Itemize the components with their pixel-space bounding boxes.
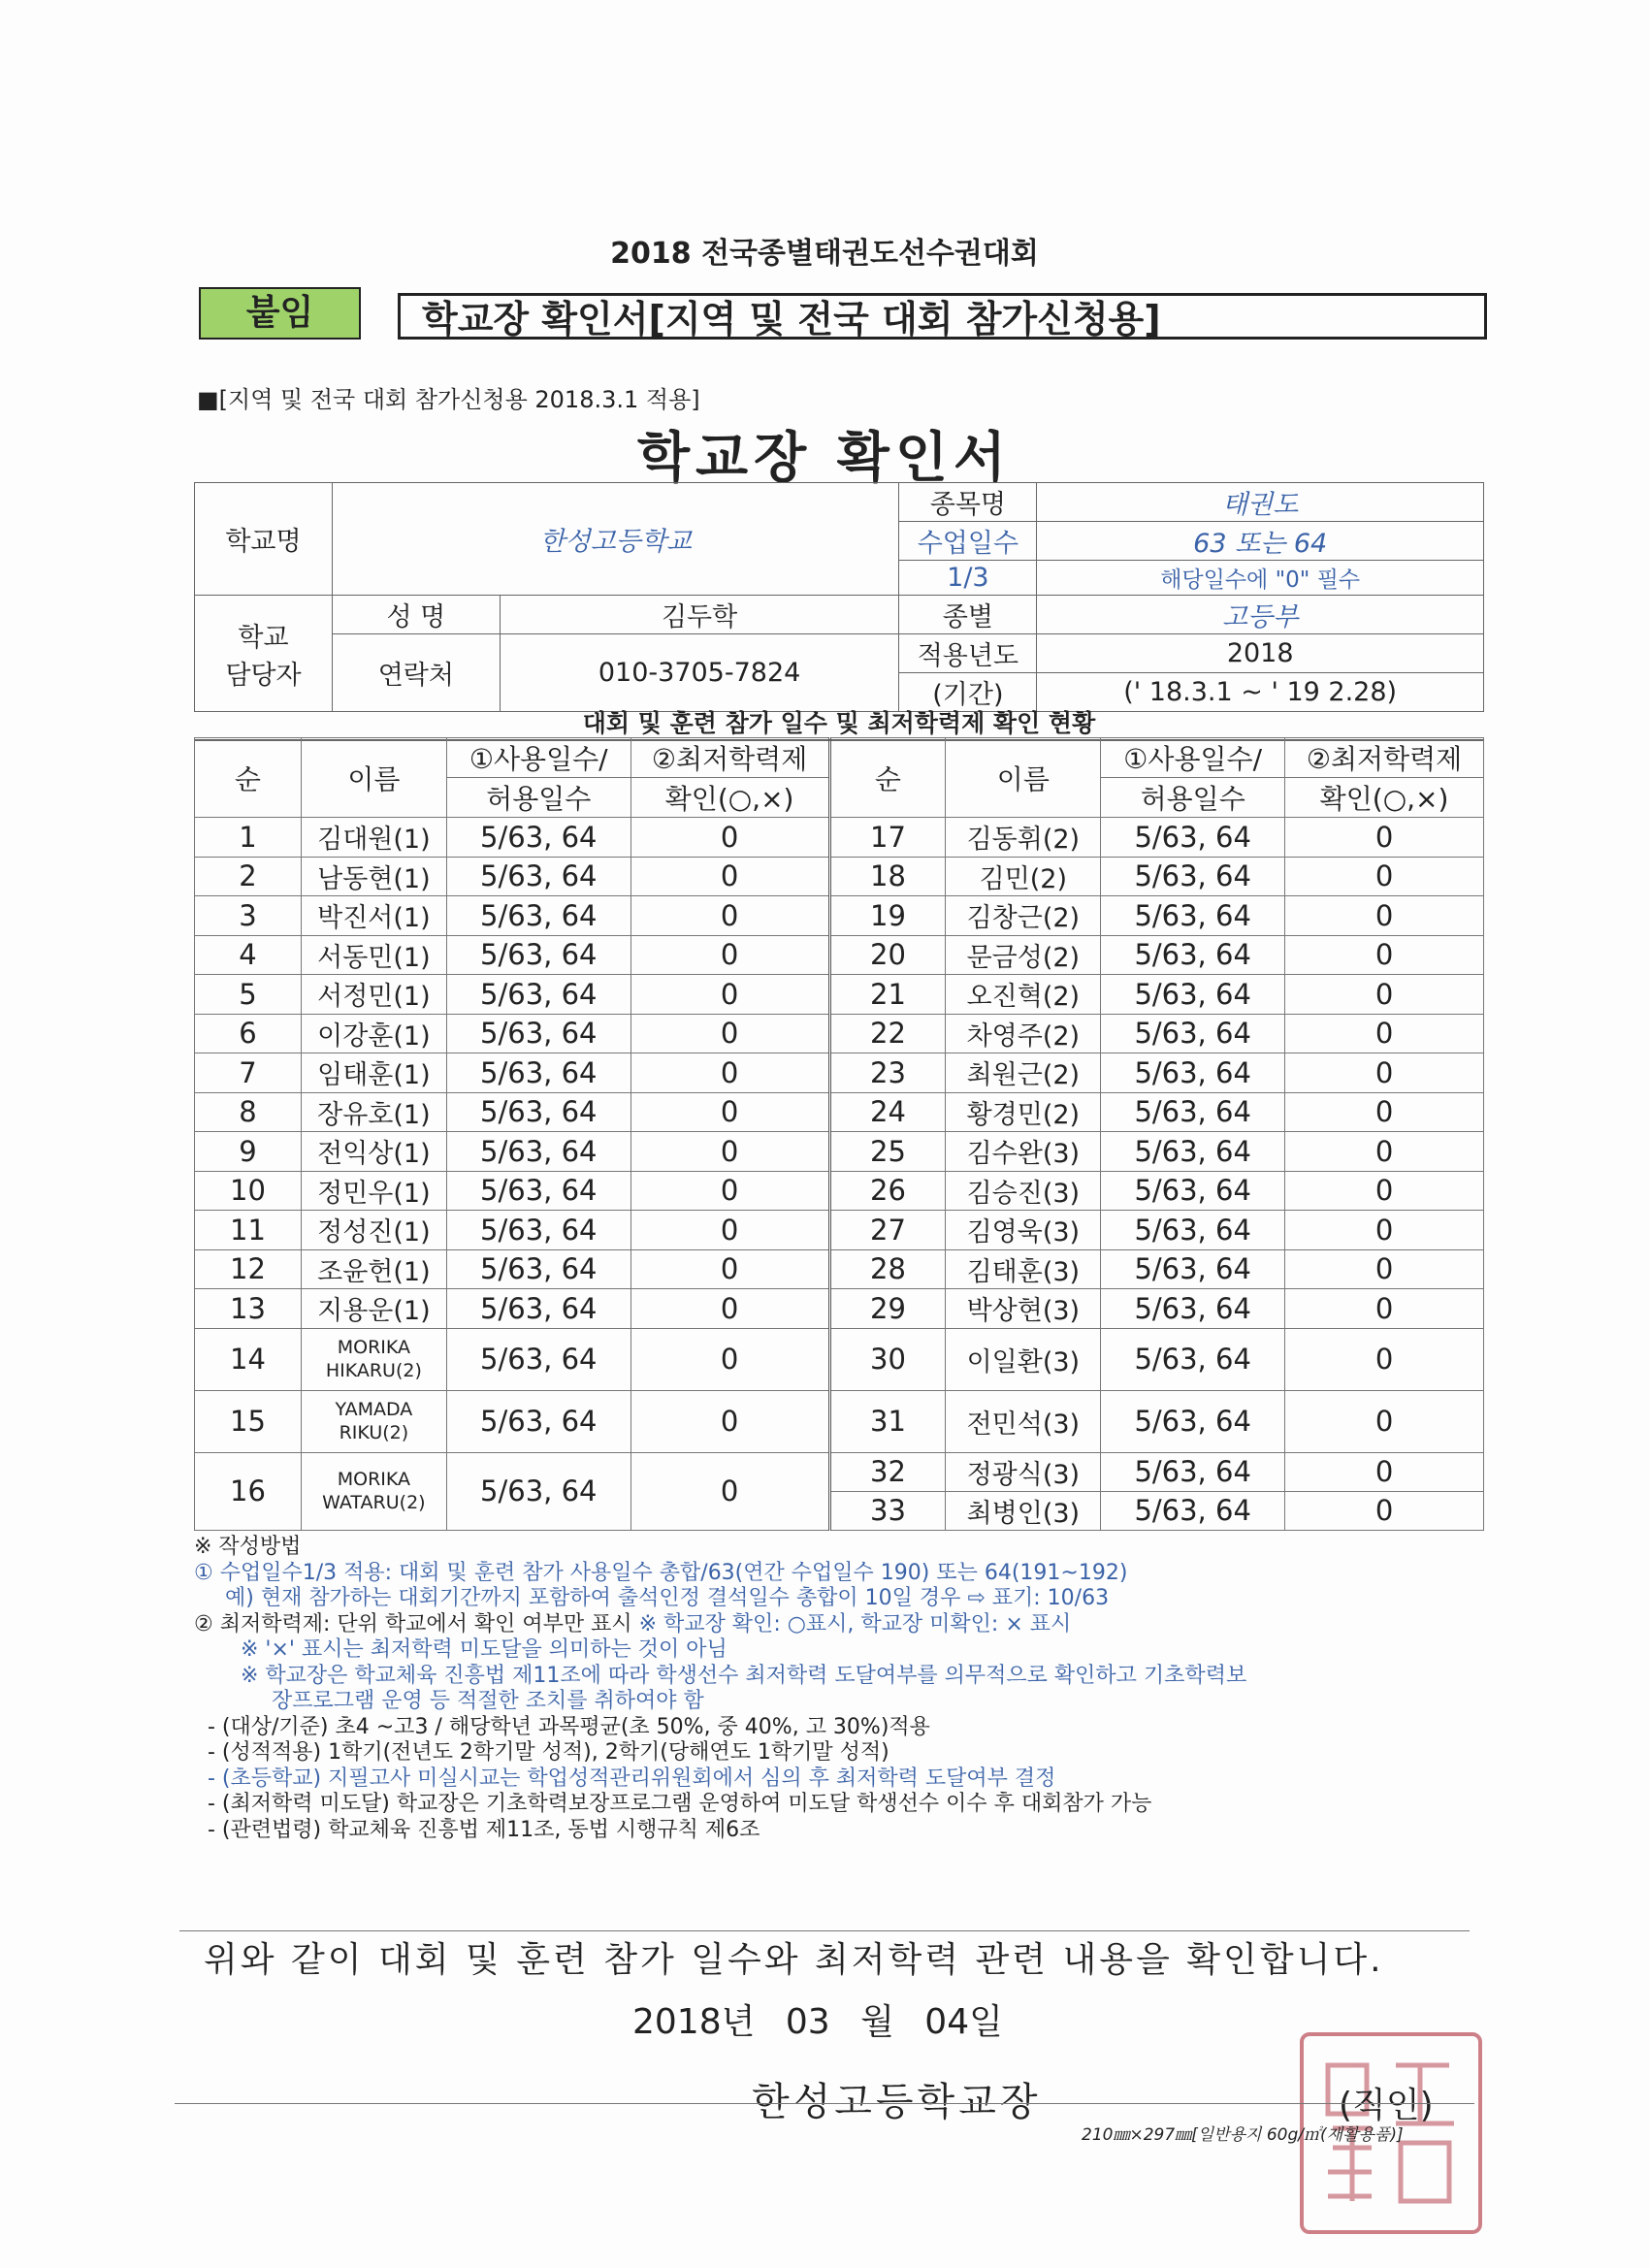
year-label: 적용년도 <box>899 634 1037 673</box>
row-days: 5/63, 64 <box>446 857 630 896</box>
row-name: 차영주(2) <box>946 1014 1101 1053</box>
row-name: 이일환(3) <box>946 1328 1101 1390</box>
table-row <box>195 1452 1484 1491</box>
row-no: 1 <box>195 818 302 858</box>
row-name: 김창근(2) <box>946 896 1101 936</box>
row-min: 0 <box>630 1328 829 1390</box>
row-name: 서정민(1) <box>301 975 446 1015</box>
row-days: 5/63, 64 <box>1101 1328 1285 1390</box>
col-min-right-sub: 확인(○,×) <box>1285 778 1484 818</box>
row-min: 0 <box>1285 818 1484 858</box>
row-min: 0 <box>630 975 829 1015</box>
name-line: YAMADA <box>335 1399 413 1420</box>
period-label: (기간) <box>899 673 1037 712</box>
row-min: 0 <box>630 857 829 896</box>
row-name: 박진서(1) <box>301 896 446 936</box>
table-row <box>195 818 1484 858</box>
row-no: 25 <box>829 1132 946 1172</box>
guide-line: 예) 현재 참가하는 대회기간까지 포함하여 출석인정 결석일수 총합이 10일 경우 ⇨ 표기: 10/63 <box>225 1586 1110 1610</box>
applicability-notice: ■[지역 및 전국 대회 참가신청용 2018.3.1 적용] <box>197 386 700 413</box>
manager-label-line1: 학교 <box>238 622 289 653</box>
guide-line: ※ 학교장은 학교체육 진흥법 제11조에 따라 학생선수 최저학력 도달여부를 의무적으로 확인하고 기초학력보 <box>241 1663 1247 1688</box>
col-days-left-sub: 허용일수 <box>446 778 630 818</box>
row-min: 0 <box>1285 1452 1484 1491</box>
row-days: 5/63, 64 <box>446 935 630 975</box>
row-min: 0 <box>630 1249 829 1289</box>
row-name <box>301 1328 446 1390</box>
manager-label-line2: 담당자 <box>225 660 302 691</box>
row-min: 0 <box>1285 1328 1484 1390</box>
sport-label: 종목명 <box>899 483 1037 522</box>
guide-heading: ※ 작성방법 <box>194 1535 302 1559</box>
table-row <box>195 896 1484 936</box>
row-no: 8 <box>195 1092 302 1132</box>
paper-spec: 210㎜×297㎜[일반용지 60g/㎡(재활용품)] <box>1082 2125 1404 2145</box>
col-min-left-sub: 확인(○,×) <box>630 778 829 818</box>
guide-line <box>194 1612 1494 1638</box>
row-name: 김동휘(2) <box>946 818 1101 858</box>
row-name: 문금성(2) <box>946 935 1101 975</box>
table-row <box>195 1132 1484 1172</box>
row-no: 2 <box>195 857 302 896</box>
row-days: 5/63, 64 <box>446 1132 630 1172</box>
col-days-right: ①사용일수/ <box>1101 738 1285 778</box>
row-min: 0 <box>1285 1491 1484 1530</box>
issue-date: 2018년 03 월 04일 <box>632 2002 1003 2042</box>
row-days: 5/63, 64 <box>1101 1289 1285 1329</box>
row-no: 33 <box>829 1491 946 1530</box>
row-min: 0 <box>630 1132 829 1172</box>
name-line: MORIKA <box>337 1337 411 1358</box>
row-no: 30 <box>829 1328 946 1390</box>
row-no: 11 <box>195 1211 302 1250</box>
col-name-right: 이름 <box>946 738 1101 818</box>
row-days: 5/63, 64 <box>1101 1171 1285 1211</box>
contact-label: 연락처 <box>332 634 500 712</box>
school-name: 한성고등학교 <box>332 483 899 596</box>
row-no: 15 <box>195 1390 302 1452</box>
row-no: 18 <box>829 857 946 896</box>
row-name: 박상현(3) <box>946 1289 1101 1329</box>
row-min: 0 <box>630 1053 829 1093</box>
row-days: 5/63, 64 <box>1101 1092 1285 1132</box>
row-name: 정성진(1) <box>301 1211 446 1250</box>
row-no: 32 <box>829 1452 946 1491</box>
row-name: 김수완(3) <box>946 1132 1101 1172</box>
table-row <box>195 975 1484 1015</box>
guide-line: - (최저학력 미도달) 학교장은 기초학력보장프로그램 운영하여 미도달 학생선수 이수 후 대회참가 가능 <box>208 1792 1152 1816</box>
col-days-right-sub: 허용일수 <box>1101 778 1285 818</box>
row-no: 24 <box>829 1092 946 1132</box>
row-days: 5/63, 64 <box>446 1092 630 1132</box>
guide-line: ※ '×' 표시는 최저학력 미도달을 의미하는 것이 아님 <box>241 1637 728 1662</box>
row-no: 27 <box>829 1211 946 1250</box>
row-days: 5/63, 64 <box>446 1249 630 1289</box>
guide-line-part: ※ 학교장 확인: ○표시, 학교장 미확인: × 표시 <box>631 1611 1072 1636</box>
row-name: 김승진(3) <box>946 1171 1101 1211</box>
name-line: WATARU(2) <box>322 1492 426 1513</box>
row-min: 0 <box>1285 1014 1484 1053</box>
row-no: 16 <box>195 1452 302 1530</box>
col-no-left: 순 <box>195 738 302 818</box>
table-row <box>195 1249 1484 1289</box>
row-min: 0 <box>1285 975 1484 1015</box>
col-name-left: 이름 <box>301 738 446 818</box>
row-no: 14 <box>195 1328 302 1390</box>
row-name: 정민우(1) <box>301 1171 446 1211</box>
confirmation-statement: 위와 같이 대회 및 훈련 참가 일수와 최저학력 관련 내용을 확인합니다. <box>204 1940 1384 1980</box>
manager-name: 김두학 <box>500 596 899 634</box>
row-no: 17 <box>829 818 946 858</box>
row-days: 5/63, 64 <box>1101 818 1285 858</box>
table-row <box>195 1289 1484 1329</box>
name-line: HIKARU(2) <box>325 1360 422 1381</box>
row-days: 5/63, 64 <box>446 1053 630 1093</box>
guide-line: - (성적적용) 1학기(전년도 2학기말 성적), 2학기(당해연도 1학기말 성적) <box>208 1740 889 1765</box>
days-note: 해당일수에 "0" 필수 <box>1037 561 1484 596</box>
row-days: 5/63, 64 <box>1101 1014 1285 1053</box>
row-days: 5/63, 64 <box>1101 975 1285 1015</box>
row-no: 29 <box>829 1289 946 1329</box>
row-days: 5/63, 64 <box>1101 935 1285 975</box>
guide-line: 장프로그램 운영 등 적절한 조치를 취하여야 함 <box>272 1689 704 1713</box>
table-row <box>195 935 1484 975</box>
col-min-right: ②최저학력제 <box>1285 738 1484 778</box>
row-days: 5/63, 64 <box>446 1289 630 1329</box>
row-days: 5/63, 64 <box>1101 896 1285 936</box>
table-row <box>195 1328 1484 1390</box>
row-days: 5/63, 64 <box>446 896 630 936</box>
row-name: 전민석(3) <box>946 1390 1101 1452</box>
seal-label: (직인) <box>1339 2086 1434 2125</box>
row-no: 12 <box>195 1249 302 1289</box>
guide-line-part: ② 최저학력제: 단위 학교에서 확인 여부만 표시 <box>194 1611 632 1636</box>
row-min: 0 <box>1285 1132 1484 1172</box>
row-days: 5/63, 64 <box>1101 1211 1285 1250</box>
main-title: 학교장 확인서 <box>636 427 1013 490</box>
row-name: 김영욱(3) <box>946 1211 1101 1250</box>
row-min: 0 <box>1285 1390 1484 1452</box>
name-label: 성 명 <box>332 596 500 634</box>
row-no: 7 <box>195 1053 302 1093</box>
document-title-box: 학교장 확인서[지역 및 전국 대회 참가신청용] <box>398 293 1487 340</box>
days-label: 수업일수 <box>899 522 1037 561</box>
school-info-table <box>194 482 1484 712</box>
divider <box>175 2103 1474 2104</box>
row-no: 26 <box>829 1171 946 1211</box>
name-line: MORIKA <box>337 1469 411 1490</box>
row-name: 서동민(1) <box>301 935 446 975</box>
row-name: 최원근(2) <box>946 1053 1101 1093</box>
row-min: 0 <box>630 1014 829 1053</box>
row-name: 김민(2) <box>946 857 1101 896</box>
row-min: 0 <box>1285 1249 1484 1289</box>
row-no: 28 <box>829 1249 946 1289</box>
row-no: 21 <box>829 975 946 1015</box>
row-days: 5/63, 64 <box>1101 1249 1285 1289</box>
row-min: 0 <box>630 1171 829 1211</box>
row-min: 0 <box>1285 1289 1484 1329</box>
guide-line: - (초등학교) 지필고사 미실시교는 학업성적관리위원회에서 심의 후 최저학력 도달여부 결정 <box>208 1766 1056 1791</box>
table-row <box>195 1390 1484 1452</box>
row-name <box>301 1452 446 1530</box>
divider <box>179 1930 1470 1931</box>
row-min: 0 <box>1285 857 1484 896</box>
row-no: 31 <box>829 1390 946 1452</box>
row-name: 정광식(3) <box>946 1452 1101 1491</box>
row-days: 5/63, 64 <box>1101 857 1285 896</box>
row-days: 5/63, 64 <box>446 818 630 858</box>
row-days: 5/63, 64 <box>446 1390 630 1452</box>
row-min: 0 <box>630 1452 829 1530</box>
table-row <box>195 1171 1484 1211</box>
roster-title: 대회 및 훈련 참가 일수 및 최저학력제 확인 현황 <box>194 704 1484 741</box>
guide-line: ① 수업일수1/3 적용: 대회 및 훈련 참가 사용일수 총합/63(연간 수업일수 190) 또는 64(191~192) <box>194 1560 1128 1585</box>
row-days: 5/63, 64 <box>1101 1132 1285 1172</box>
row-min: 0 <box>630 1289 829 1329</box>
row-name <box>301 1390 446 1452</box>
row-min: 0 <box>1285 1092 1484 1132</box>
row-no: 13 <box>195 1289 302 1329</box>
days-value: 63 또는 64 <box>1037 522 1484 561</box>
row-days: 5/63, 64 <box>446 975 630 1015</box>
category-label: 종별 <box>899 596 1037 634</box>
row-days: 5/63, 64 <box>446 1328 630 1390</box>
row-min: 0 <box>1285 1171 1484 1211</box>
row-min: 0 <box>630 818 829 858</box>
category-value: 고등부 <box>1037 596 1484 634</box>
table-row <box>195 1053 1484 1093</box>
year-value: 2018 <box>1037 634 1484 673</box>
contact-value: 010-3705-7824 <box>500 634 899 712</box>
manager-label <box>195 596 333 712</box>
row-name: 김대원(1) <box>301 818 446 858</box>
row-name: 오진혁(2) <box>946 975 1101 1015</box>
row-min: 0 <box>630 935 829 975</box>
row-min: 0 <box>630 896 829 936</box>
row-no: 4 <box>195 935 302 975</box>
attachment-tag: 붙임 <box>199 287 361 340</box>
row-no: 9 <box>195 1132 302 1172</box>
writing-guide <box>194 1535 1494 1843</box>
roster-table <box>194 737 1484 1531</box>
row-min: 0 <box>630 1092 829 1132</box>
row-min: 0 <box>630 1211 829 1250</box>
event-title: 2018 전국종별태권도선수권대회 <box>610 237 1039 271</box>
col-days-left: ①사용일수/ <box>446 738 630 778</box>
sport-value: 태권도 <box>1037 483 1484 522</box>
row-days: 5/63, 64 <box>1101 1491 1285 1530</box>
row-min: 0 <box>1285 896 1484 936</box>
principal-name: 한성고등학교장 <box>752 2080 1042 2124</box>
row-min: 0 <box>1285 935 1484 975</box>
row-days: 5/63, 64 <box>1101 1390 1285 1452</box>
row-name: 임태훈(1) <box>301 1053 446 1093</box>
row-no: 23 <box>829 1053 946 1093</box>
days-fraction: 1/3 <box>899 561 1037 596</box>
row-name: 조윤헌(1) <box>301 1249 446 1289</box>
table-row <box>195 1092 1484 1132</box>
row-name: 이강훈(1) <box>301 1014 446 1053</box>
row-min: 0 <box>1285 1211 1484 1250</box>
col-no-right: 순 <box>829 738 946 818</box>
row-days: 5/63, 64 <box>446 1171 630 1211</box>
row-no: 10 <box>195 1171 302 1211</box>
row-days: 5/63, 64 <box>446 1452 630 1530</box>
row-days: 5/63, 64 <box>1101 1053 1285 1093</box>
row-no: 20 <box>829 935 946 975</box>
row-name: 장유호(1) <box>301 1092 446 1132</box>
row-min: 0 <box>1285 1053 1484 1093</box>
guide-line: - (관련법령) 학교체육 진흥법 제11조, 동법 시행규칙 제6조 <box>208 1817 760 1842</box>
school-label: 학교명 <box>195 483 333 596</box>
guide-line: - (대상/기준) 초4 ~고3 / 해당학년 과목평균(초 50%, 중 40%, 고 30%)적용 <box>208 1714 930 1739</box>
col-min-left: ②최저학력제 <box>630 738 829 778</box>
row-no: 6 <box>195 1014 302 1053</box>
row-no: 3 <box>195 896 302 936</box>
row-days: 5/63, 64 <box>446 1211 630 1250</box>
row-no: 19 <box>829 896 946 936</box>
row-days: 5/63, 64 <box>446 1014 630 1053</box>
row-days: 5/63, 64 <box>1101 1452 1285 1491</box>
row-no: 22 <box>829 1014 946 1053</box>
period-value: (' 18.3.1 ~ ' 19 2.28) <box>1037 673 1484 712</box>
row-name: 김태훈(3) <box>946 1249 1101 1289</box>
row-name: 전익상(1) <box>301 1132 446 1172</box>
name-line: RIKU(2) <box>339 1422 409 1443</box>
table-row <box>195 1211 1484 1250</box>
table-row <box>195 857 1484 896</box>
row-name: 최병인(3) <box>946 1491 1101 1530</box>
row-no: 5 <box>195 975 302 1015</box>
row-name: 지용운(1) <box>301 1289 446 1329</box>
row-name: 남동현(1) <box>301 857 446 896</box>
row-name: 황경민(2) <box>946 1092 1101 1132</box>
row-min: 0 <box>630 1390 829 1452</box>
table-row <box>195 1014 1484 1053</box>
